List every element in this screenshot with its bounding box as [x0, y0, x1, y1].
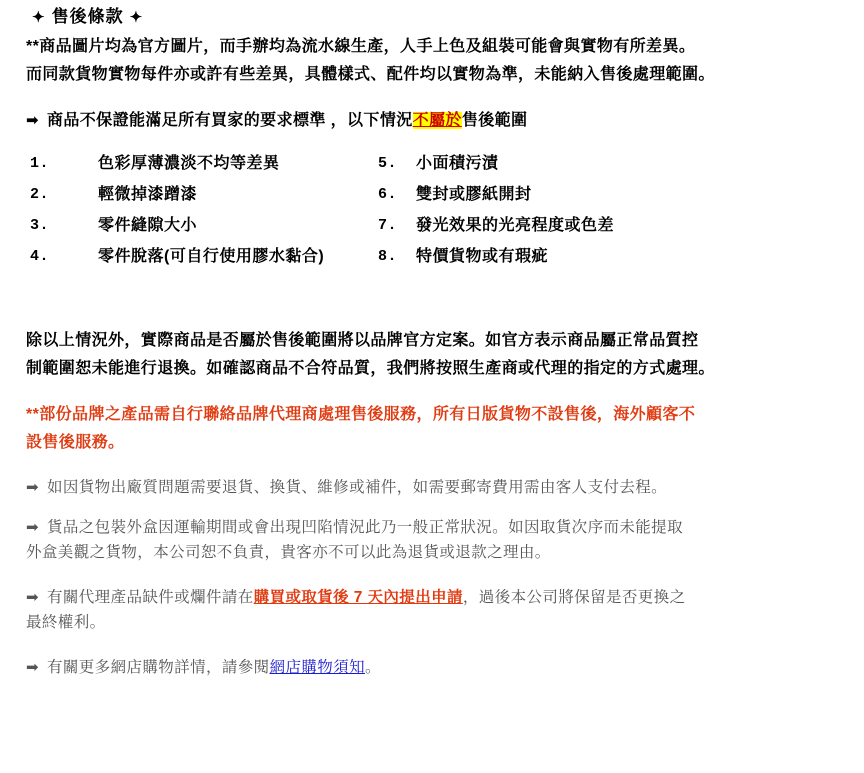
red-notice-line-2: 設售後服務。 — [26, 433, 125, 451]
exclusion-list — [26, 156, 726, 280]
list-item-label: 零件縫隙大小 — [98, 216, 198, 234]
note-agent-before: 有關代理產品缺件或爛件請在 — [46, 588, 254, 606]
list-item-number: 4. — [30, 247, 50, 265]
arrow-right-icon: ➡ — [26, 110, 39, 129]
note-agent-line-2: 最終權利。 — [26, 613, 106, 631]
star-left-icon: ✦ — [32, 9, 46, 26]
star-right-icon: ✦ — [129, 9, 144, 26]
not-covered-highlight: 不屬於 — [412, 111, 462, 129]
arrow-right-icon: ➡ — [26, 517, 39, 536]
exclusion-list-right — [376, 156, 726, 280]
list-item-label: 零件脫落(可自行使用膠水黏合) — [98, 247, 325, 265]
list-item-label: 輕微掉漆蹭漆 — [98, 185, 198, 203]
list-item — [376, 156, 726, 172]
list-item-number: 8. — [378, 247, 398, 265]
list-item-number: 2. — [30, 185, 50, 203]
list-item — [26, 187, 376, 203]
note-packaging-line-2: 外盒美觀之貨物，本公司恕不負責，貴客亦不可以此為退貨或退款之理由。 — [26, 543, 551, 561]
arrow-right-icon: ➡ — [26, 478, 39, 497]
list-item-label: 雙封或膠紙開封 — [416, 185, 532, 203]
note-shop-info — [26, 655, 850, 680]
policy-line-2: 制範圍恕未能進行退換。如確認商品不合符品質，我們將按照生產商或代理的指定的方式處理。 — [26, 359, 715, 377]
list-item-number: 6. — [378, 185, 398, 203]
page-title — [26, 6, 850, 28]
note-agent-line-1 — [26, 585, 850, 610]
exclusion-list-left — [26, 156, 376, 280]
list-item-label: 特價貨物或有瑕疵 — [416, 247, 549, 265]
arrow-right-icon: ➡ — [26, 587, 39, 606]
list-item-label: 小面積污漬 — [416, 154, 499, 172]
intro-line-1: **商品圖片均為官方圖片，而手辦均為流水線生產，人手上色及組裝可能會與實物有所差異。 — [26, 38, 696, 56]
list-item — [26, 249, 376, 265]
note-agent-after: ，過後本公司將保留是否更換之 — [462, 588, 686, 606]
list-item — [376, 187, 726, 203]
list-item — [26, 218, 376, 234]
note-shipping-text: 如因貨物出廠質問題需要退貨、換貨、維修或補件，如需要郵寄費用需由客人支付去程。 — [46, 479, 668, 497]
list-item-label: 發光效果的光亮程度或色差 — [416, 216, 615, 234]
not-covered-line — [26, 108, 850, 134]
list-item — [26, 156, 376, 172]
note-packaging-line-1 — [26, 515, 850, 540]
intro-line-2: 而同款貨物實物每件亦或許有些差異，具體樣式、配件均以實物為準，未能納入售後處理範圍。 — [26, 66, 715, 83]
arrow-right-icon: ➡ — [26, 657, 39, 676]
list-item-number: 5. — [378, 154, 398, 172]
list-item-number: 1. — [30, 154, 50, 172]
policy-line-1: 除以上情況外，實際商品是否屬於售後範圍將以品牌官方定案。如官方表示商品屬正常品質控 — [26, 331, 699, 349]
not-covered-after: 售後範圍 — [461, 111, 528, 129]
shop-guide-link[interactable]: 網店購物須知 — [269, 658, 365, 676]
note-shop-after: 。 — [364, 658, 381, 676]
list-item-number: 3. — [30, 216, 50, 234]
note-shipping — [26, 475, 850, 500]
list-item — [376, 218, 726, 234]
red-notice-line-1: **部份品牌之產品需自行聯絡品牌代理商處理售後服務，所有日版貨物不設售後，海外顧客不 — [26, 405, 696, 423]
note-agent-emphasis: 購買或取貨後 7 天內提出申請 — [253, 588, 463, 606]
list-item-label: 色彩厚薄濃淡不均等差異 — [98, 154, 280, 172]
note-shop-before: 有關更多網店購物詳情，請參閱 — [46, 658, 270, 676]
list-item — [376, 249, 726, 265]
list-item-number: 7. — [378, 216, 398, 234]
note-packaging-text-1: 貨品之包裝外盒因運輸期間或會出現凹陷情況此乃一般正常狀況。如因取貨次序而未能提取 — [46, 518, 683, 536]
not-covered-before: 商品不保證能滿足所有買家的要求標準 ，以下情況 — [46, 111, 413, 129]
page-title-text: 售後條款 — [51, 7, 124, 26]
